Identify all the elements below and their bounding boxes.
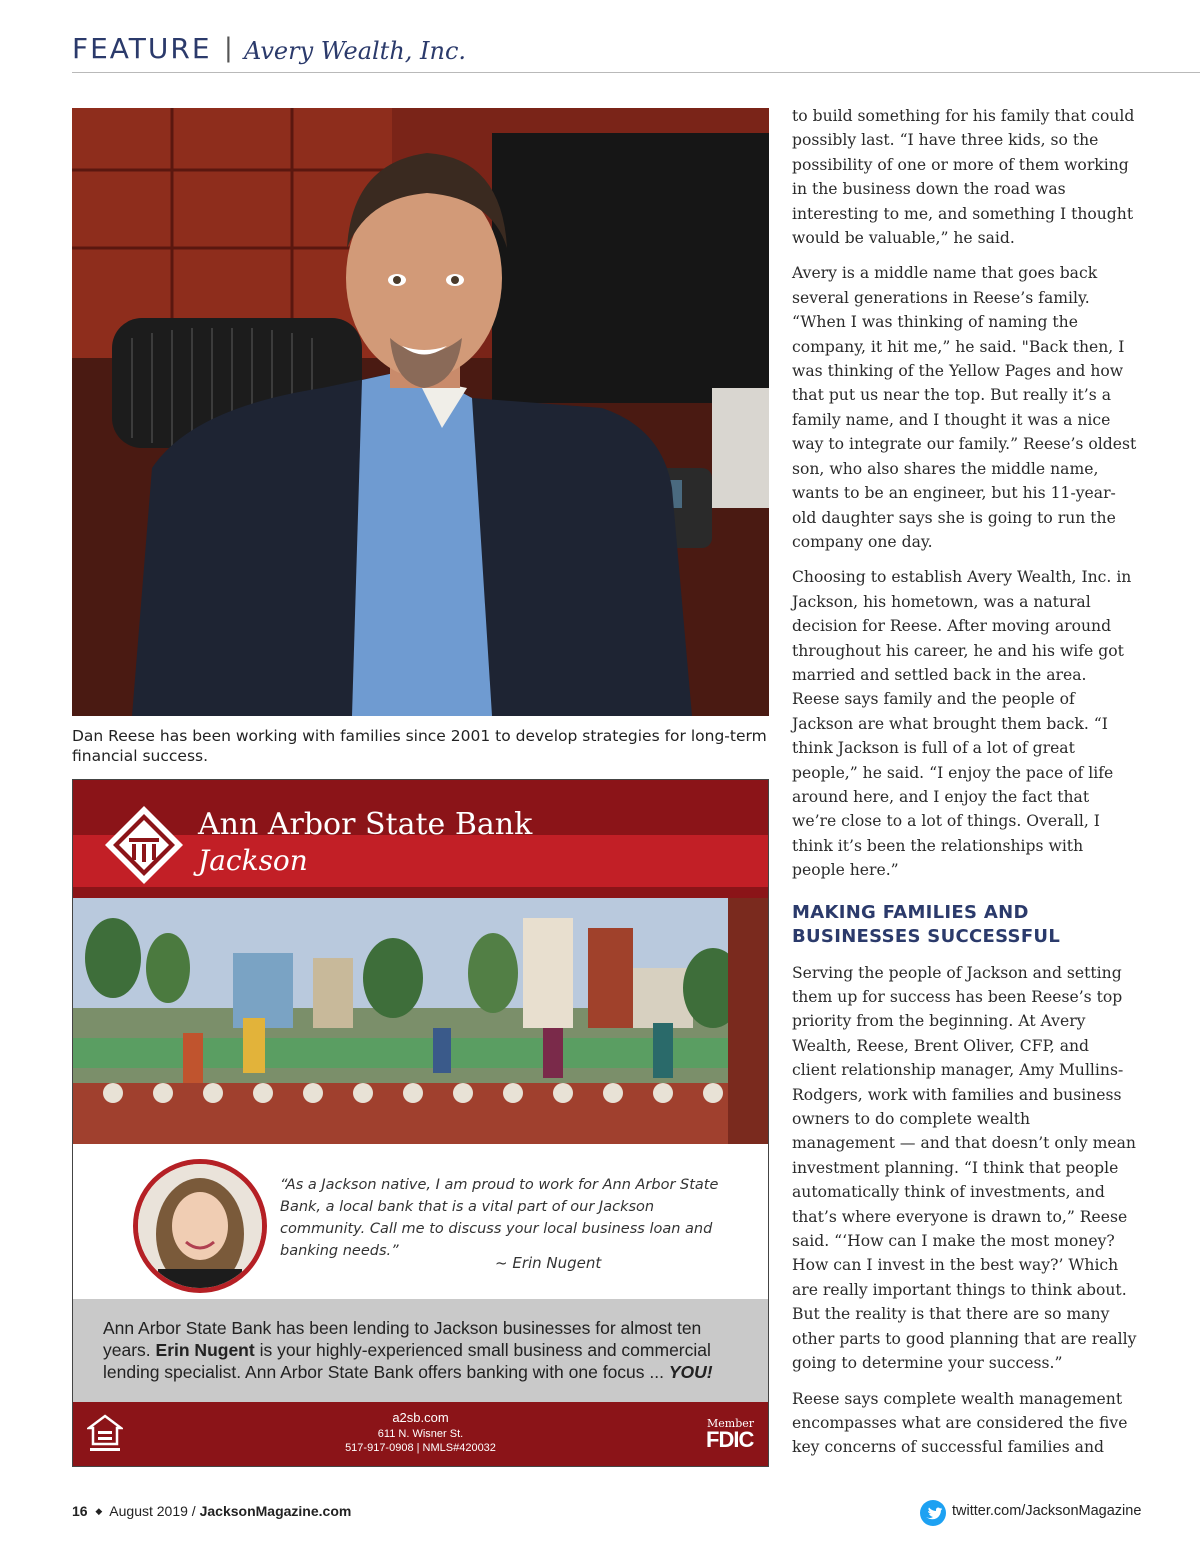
testimonial-section <box>73 1144 768 1299</box>
fdic-member-label: Member <box>707 1417 755 1430</box>
article-column <box>792 104 1137 1471</box>
ad-body-name: Erin Nugent <box>155 1340 255 1360</box>
article-paragraph: to build something for his family that could possibly last. “I have three kids, so the possibility of one or more of them working in the business down the road was interesting to me, and something I thought would be valuable,” he said. <box>792 107 1135 248</box>
magazine-site-link[interactable]: JacksonMagazine.com <box>199 1503 352 1519</box>
article-paragraph: Choosing to establish Avery Wealth, Inc. in Jackson, his hometown, was a natural decision for Reese. After moving around throughout his career, he and his wife got married and settled back in the area. Reese says family and the people of Jackson are what brought them back. “I think Jackson is full of a lot of great people,” he said. “I enjoy the pace of life around here, and I enjoy the fact that we’re close to a lot of things. Overall, I think it’s been the relationships with people here.” <box>792 568 1132 880</box>
bank-address: 611 N. Wisner St. <box>377 1428 464 1440</box>
article-paragraph: Serving the people of Jackson and setting them up for success has been Reese’s top priority from the beginning. At Avery Wealth, Reese, Brent Oliver, CFP, and client relationship manager, Amy Mullins-Rodgers, work with families and business owners to do complete wealth management — and that doesn’t only mean investment planning. “I think that people automatically think of investments, and that’s where everyone is drawn to,” Reese said. “‘How can I make the most money? How can I invest in the best way?’ Which are really important things to think about. But the reality is that there are so many other parts to good planning that are really going to determine your success.” <box>792 963 1137 1373</box>
article-title: Avery Wealth, Inc. <box>244 37 467 65</box>
bank-advertisement[interactable] <box>72 779 769 1467</box>
ad-body-focus: YOU! <box>668 1362 713 1382</box>
testimonial-author: ~ Erin Nugent <box>495 1254 602 1272</box>
city-mural-image <box>73 898 768 1144</box>
testimonial-quote: “As a Jackson native, I am proud to work for Ann Arbor State Bank, a local bank that is a vital part of our Jackson community. Call me to discuss your local business loan and banking needs.” <box>280 1177 719 1259</box>
section-label: FEATURE <box>72 32 212 65</box>
portrait-photo-illustration <box>72 108 769 716</box>
article-subheading: MAKING FAMILIES AND BUSINESSES SUCCESSFUL <box>792 901 1061 947</box>
portrait-photo <box>72 108 769 716</box>
header-separator: | <box>224 33 233 63</box>
ad-body-part1: Ann Arbor State Bank has been lending to Jackson businesses for almost ten years. <box>103 1318 702 1360</box>
mural-illustration <box>73 898 768 1144</box>
bank-name: Ann Arbor State Bank <box>198 807 533 842</box>
twitter-icon <box>920 1500 946 1526</box>
avatar-illustration <box>138 1164 262 1288</box>
ad-body-text <box>103 1317 753 1383</box>
bank-website-link[interactable]: a2sb.com <box>392 1410 449 1425</box>
bank-logo-icon <box>103 804 185 886</box>
ad-body-band <box>73 1299 768 1402</box>
page-footer <box>72 1503 351 1519</box>
erin-nugent-avatar <box>133 1159 267 1293</box>
article-paragraph: Reese says complete wealth management encompasses what are considered the five key concerns of successful families and <box>792 1389 1128 1457</box>
article-paragraph: Avery is a middle name that goes back several generations in Reese’s family. “When I was thinking of naming the company, it hit me,” he said. "Back then, I was thinking of the Yellow Pages and how that put us near the top. But really it’s a family name, and I thought it was a nice way to integrate our family.” Reese’s oldest son, who also shares the middle name, wants to be an engineer, but his 11-year-old daughter says she is going to run the company one day. <box>792 264 1137 551</box>
page-header <box>72 30 1200 73</box>
ad-body-part2: is your highly-experienced small business and commercial lending specialist. Ann Arbor State Bank offers banking with one focus ... <box>103 1340 711 1382</box>
issue-date: August 2019 / <box>109 1503 196 1519</box>
footer-bullet: ◆ <box>95 1506 103 1516</box>
twitter-link[interactable]: twitter.com/JacksonMagazine <box>952 1503 1142 1519</box>
fdic-logo: FDIC <box>706 1427 754 1452</box>
ad-footer-band <box>73 1402 768 1467</box>
bank-phone-nmls: 517-917-0908 | NMLS#420032 <box>345 1442 496 1454</box>
photo-caption: Dan Reese has been working with families since 2001 to develop strategies for long-term financial success. <box>72 727 767 765</box>
bank-city: Jackson <box>198 844 308 877</box>
page-number: 16 <box>72 1503 88 1519</box>
